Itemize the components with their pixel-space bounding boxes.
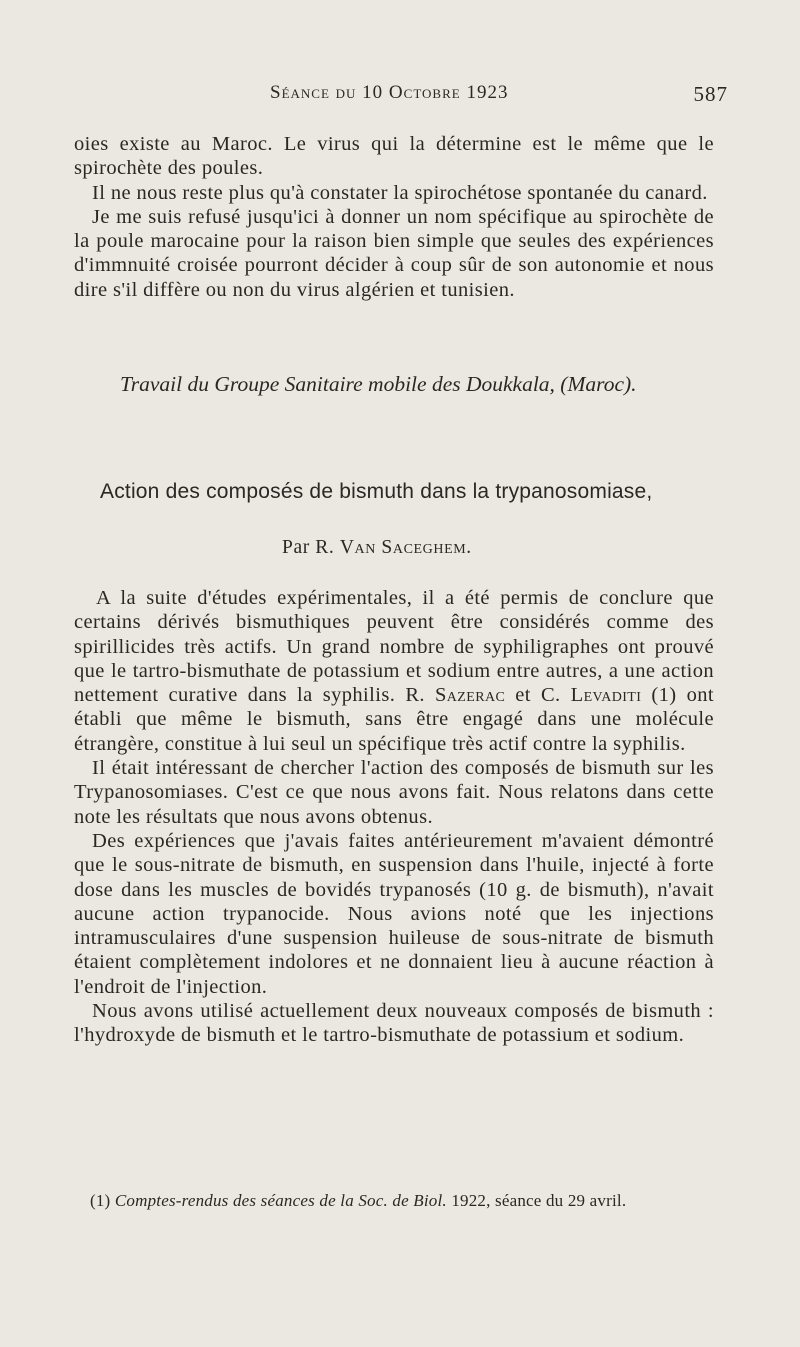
footnote-source: Comptes-rendus des séances de la Soc. de Biol. [114, 1191, 447, 1210]
byline-prefix: Par R. [282, 537, 335, 558]
paragraph: Il était intéressant de chercher l'action des composés de bismuth sur les Trypanosomiases. C'est ce que nous avons fait. Nous relatons dans cette note les résultats que nous avons obtenus. [74, 757, 714, 828]
paragraph: oies existe au Maroc. Le virus qui la détermine est le même que le spirochète des poules. [74, 133, 714, 180]
paragraph: Il ne nous reste plus qu'à constater la spirochétose spontanée du canard. [92, 181, 708, 204]
paragraph: Nous avons utilisé actuellement deux nouveaux composés de bismuth : l'hydroxyde de bismuth et le tartro-bismuthate de potassium et sodium. [74, 1000, 714, 1047]
footnote-marker: (1) [90, 1191, 111, 1210]
author-ref: Sazerac [435, 684, 506, 707]
text-run: (1) ont établi que même le bismuth, sans être engagé dans une molécule étrangère, constitue à lui seul un spécifique très actif contre la syphilis. [74, 684, 714, 755]
byline [282, 537, 472, 559]
article-body [74, 586, 714, 1048]
running-header [270, 82, 728, 104]
text-run: et C. [515, 684, 561, 707]
footnote [90, 1191, 730, 1211]
running-title: Séance du 10 Octobre 1923 [270, 82, 509, 103]
previous-article-end [74, 132, 714, 302]
page-number: 587 [693, 82, 728, 106]
author-ref: Levaditi [570, 684, 642, 707]
footnote-detail: 1922, séance du 29 avril. [451, 1191, 627, 1210]
text-run: A la suite d'études expérimentales, il a été permis de conclure que certains dérivés bismuthiques peuvent être considérés comme des spirillicides très actifs. Un grand nombre de syphiligraphes ont prouvé que le tartro-bismuthate de potassium et sodium entre autres, a une action nettement curative dans la syphilis. R. [74, 587, 714, 707]
lab-signature: Travail du Groupe Sanitaire mobile des Doukkala, (Maroc). [120, 372, 637, 396]
paragraph: Des expériences que j'avais faites antérieurement m'avaient démontré que le sous-nitrate de bismuth, en suspension dans l'huile, injecté à forte dose dans les muscles de bovidés trypanosés (10 g. de bismuth), n'avait aucune action trypanocide. Nous avions noté que les injections intramusculaires d'une suspension huileuse de sous-nitrate de bismuth étaient complètement indolores et ne donnaient lieu à aucune réaction à l'endroit de l'injection. [74, 829, 714, 998]
paragraph: Je me suis refusé jusqu'ici à donner un nom spécifique au spirochète de la poule marocaine pour la raison bien simple que seules des expériences d'immnuité croisée pourront décider à coup sûr de son autonomie et nous dire s'il diffère ou non du virus algérien et tunisien. [74, 205, 714, 301]
paragraph [74, 586, 714, 756]
article-title: Action des composés de bismuth dans la trypanosomiase, [100, 480, 653, 503]
author-name: Van Saceghem. [339, 537, 472, 558]
